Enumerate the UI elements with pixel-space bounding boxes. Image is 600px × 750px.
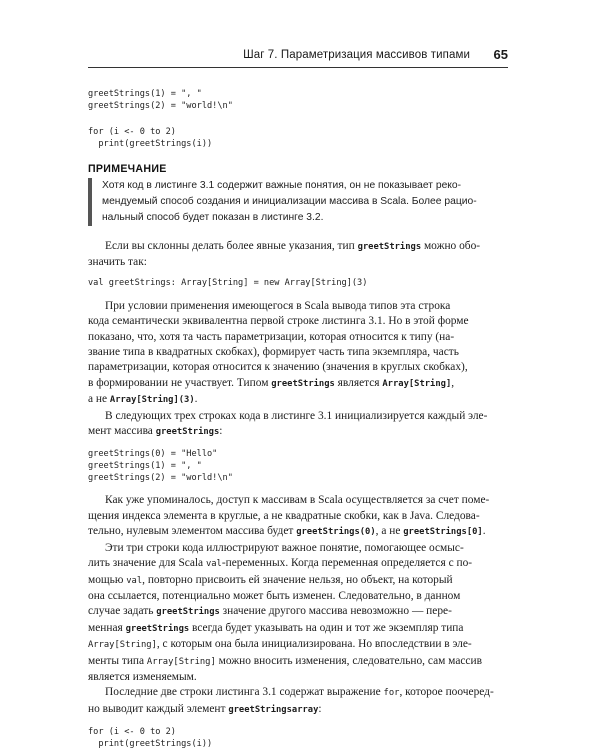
code-block-2 <box>88 277 508 289</box>
code-line: greetStrings(1) = ", " <box>88 89 202 99</box>
paragraph-line: Array[String], с которым она была инициализирована. Но впоследствии в эле- <box>88 638 472 651</box>
paragraph-line: показано, что, хотя та часть параметризации, которая относится к типу (на- <box>88 330 455 343</box>
paragraph-line: но выводит каждый элемент greetStringsarray: <box>88 702 322 715</box>
running-header <box>88 47 508 65</box>
code-line: greetStrings(1) = ", " <box>88 461 202 472</box>
code-line <box>88 112 508 124</box>
paragraph-line: менная greetStrings всегда будет указывать на один и тот же экземпляр типа <box>88 621 464 634</box>
code-line: val greetStrings: Array[String] = new Array[String](3) <box>88 277 368 288</box>
paragraph-line: Как уже упоминалось, доступ к массивам в Scala осуществляется за счет поме- <box>105 494 490 507</box>
code-block-3 <box>88 448 508 484</box>
paragraph-line: она ссылается, потенциально может быть изменен. Следовательно, в данном <box>88 589 461 602</box>
paragraph-line: а не Array[String](3). <box>88 393 198 406</box>
paragraph-line: случае задать greetStrings значение другого массива невозможно — пере- <box>88 605 452 618</box>
header-title: Шаг 7. Параметризация массивов типами <box>243 49 470 61</box>
paragraph-line: В следующих трех строках кода в листинге 3.1 инициализируется каждый эле- <box>105 409 488 422</box>
paragraph-line: Если вы склонны делать более явные указания, тип greetStrings можно обо- <box>105 240 481 252</box>
code-line: for (i <- 0 to 2) <box>88 127 176 137</box>
paragraph-1 <box>88 239 508 271</box>
code-line: greetStrings(2) = "world!\n" <box>88 473 233 484</box>
code-block-4 <box>88 726 508 750</box>
header-rule <box>88 67 508 68</box>
code-line: print(greetStrings(i)) <box>88 739 213 750</box>
note <box>88 163 508 226</box>
paragraph-line: щения индекса элемента в круглые, а не квадратные скобки, как в Java. Следова- <box>88 509 480 522</box>
paragraph-line: лить значение для Scala val-переменных. Когда переменная определяется с по- <box>88 557 473 570</box>
paragraph-line: Эти три строки кода иллюстрируют важное понятие, помогающее осмыс- <box>105 541 464 554</box>
page-content <box>88 88 508 750</box>
note-text <box>102 178 508 226</box>
paragraph-line: кода семантически эквивалентна первой строке листинга 3.1. Но в этой форме <box>88 315 469 328</box>
paragraph-line: мент массива greetStrings: <box>88 425 223 438</box>
paragraph-line: тельно, нулевым элементом массива будет greetStrings(0), а не greetStrings[0]. <box>88 525 486 538</box>
paragraph-line: мощью val, повторно присвоить ей значение нельзя, но объект, на который <box>88 573 453 586</box>
code-line: greetStrings(2) = "world!\n" <box>88 101 233 111</box>
paragraph-6 <box>88 685 508 718</box>
paragraph-line: При условии применения имеющегося в Scala вывода типов эта строка <box>105 299 451 312</box>
paragraph-4 <box>88 493 508 540</box>
paragraph-line: является изменяемым. <box>88 670 197 683</box>
paragraph-line: менты типа Array[String] можно вносить изменения, следовательно, сам массив <box>88 654 482 667</box>
note-bar <box>88 178 92 226</box>
note-box <box>88 178 508 226</box>
paragraph-line: Последние две строки листинга 3.1 содержат выражение for, которое поочеред- <box>105 686 494 699</box>
code-line: for (i <- 0 to 2) <box>88 727 176 738</box>
paragraph-line: параметризации, которая относится к значению (значения в круглых скобках), <box>88 361 468 374</box>
page-number: 65 <box>493 47 508 62</box>
note-line: нальный способ будет показан в листинге 3.2. <box>102 212 324 223</box>
code-line: greetStrings(0) = "Hello" <box>88 449 218 460</box>
code-block-1 <box>88 88 508 150</box>
paragraph-line: в формировании не участвует. Типом greetStrings является Array[String], <box>88 376 455 389</box>
code-line: print(greetStrings(i)) <box>88 139 213 149</box>
paragraph-3 <box>88 409 508 441</box>
note-line: Хотя код в листинге 3.1 содержит важные понятия, он не показывает реко- <box>102 180 462 191</box>
note-line: мендуемый способ создания и инициализации массива в Scala. Более рацио- <box>102 196 477 207</box>
note-title: ПРИМЕЧАНИЕ <box>88 163 167 175</box>
paragraph-line: значить так: <box>88 256 147 269</box>
paragraph-2 <box>88 299 508 409</box>
paragraph-5 <box>88 541 508 686</box>
paragraph-line: звание типа в квадратных скобках), формирует часть типа экземпляра, часть <box>88 346 459 359</box>
